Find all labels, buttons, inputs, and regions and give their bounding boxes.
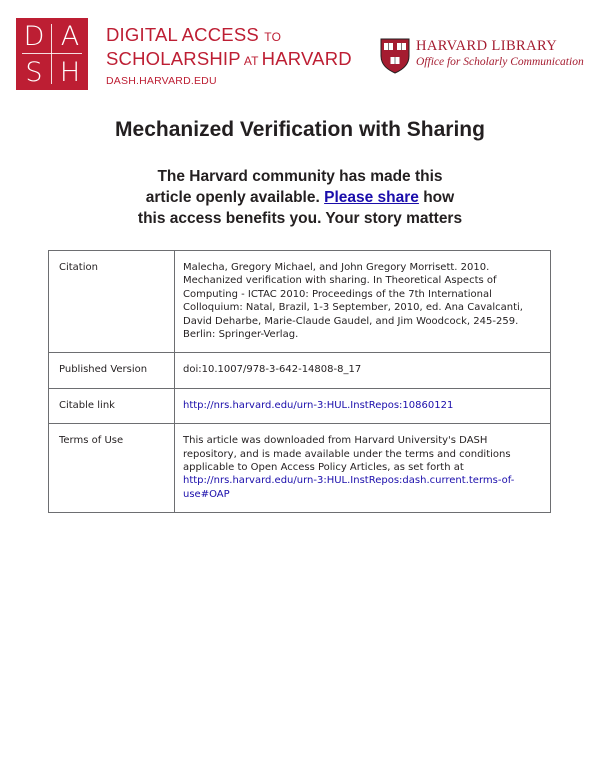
dash-wordmark-scholarship: SCHOLARSHIP: [106, 48, 241, 69]
citation-value: Malecha, Gregory Michael, and John Gregory Morrisett. 2010. Mechanized verification with sharing. In Theoretical Aspects of Computing - ICTAC 2010: Proceedings of the 7th International Colloquium: Natal, Brazil, 1-3 September, 2010, ed. Ana Cavalcanti, David Deharbe, Marie-Claude Gaudel, and Jim Woodcock, 245-259. Berlin: Springer-Verlag.: [175, 251, 551, 353]
please-share-link[interactable]: Please share: [324, 189, 419, 206]
share-notice-line-2-end: how: [423, 189, 455, 206]
dash-logo-letter-d: D: [23, 20, 45, 52]
citable-link-row: [49, 388, 551, 423]
harvard-library-name: HARVARD LIBRARY: [416, 38, 558, 54]
dash-wordmark-digital-access: DIGITAL ACCESS: [106, 24, 259, 45]
dash-wordmark-harvard: HARVARD: [261, 48, 352, 69]
citation-label: Citation: [49, 251, 175, 353]
dash-logo-letter-h: H: [59, 56, 81, 88]
published-version-value: doi:10.1007/978-3-642-14808-8_17: [175, 353, 551, 388]
terms-of-use-row: [49, 424, 551, 513]
harvard-library-office: Office for Scholarly Communication: [416, 56, 584, 68]
dash-wordmark-line-2: [106, 48, 352, 72]
dash-wordmark-line-1: [106, 24, 352, 48]
share-notice: [0, 166, 600, 229]
dash-logo: [16, 18, 88, 90]
document-title: Mechanized Verification with Sharing: [115, 118, 485, 141]
terms-of-use-link[interactable]: http://nrs.harvard.edu/urn-3:HUL.InstRepos:dash.current.terms-of-use#OAP: [183, 475, 515, 500]
terms-of-use-value: [175, 424, 551, 513]
published-version-row: [49, 353, 551, 388]
dash-logo-divider-vertical: [51, 24, 52, 84]
terms-of-use-label: Terms of Use: [49, 424, 175, 513]
share-notice-line-1: The Harvard community has made this: [157, 168, 443, 185]
harvard-library-wordmark: [416, 38, 584, 70]
citable-link[interactable]: http://nrs.harvard.edu/urn-3:HUL.InstRepos:10860121: [183, 399, 454, 411]
terms-of-use-text: This article was downloaded from Harvard University's DASH repository, and is made available under the terms and conditions applicable to Open Access Policy Articles, as set forth at: [183, 435, 511, 474]
harvard-shield-icon: [380, 38, 410, 74]
share-notice-line-3: this access benefits you. Your story matters: [137, 210, 463, 227]
published-version-label: Published Version: [49, 353, 175, 388]
dash-logo-letter-a: A: [60, 20, 80, 52]
dash-logo-letter-s: S: [25, 56, 43, 88]
citable-link-label: Citable link: [49, 388, 175, 423]
dash-wordmark-to: TO: [264, 30, 282, 44]
dash-url-link[interactable]: DASH.HARVARD.EDU: [106, 75, 217, 87]
dash-wordmark: [106, 24, 352, 89]
citable-link-cell: [175, 388, 551, 423]
dash-wordmark-at: AT: [243, 54, 259, 68]
share-notice-line-2: [0, 187, 600, 208]
metadata-table: [48, 250, 551, 513]
citation-row: [49, 251, 551, 353]
dash-logo-divider-horizontal: [22, 53, 82, 54]
share-notice-line-2-text: article openly available.: [145, 189, 320, 206]
